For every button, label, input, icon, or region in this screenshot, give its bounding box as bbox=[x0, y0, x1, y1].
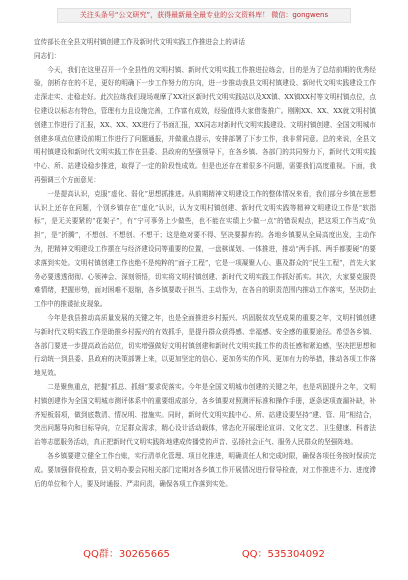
salutation: 同志们： bbox=[34, 51, 61, 60]
body-paragraph: 今天，我们在这里召开一个全县性的文明村镇、新时代文明实践工作推进拉练会，目的是为了总结前期的优秀经验，剖析存在的不足，更好的明确下一步工作努力的方向，进一步推动我县文明村镇建设、新时代文明实践建设工作走深走实、走稳走好。此次拉练我们现场观摩了XX社区新时代文明实践站以及XX镇、XX镇XX村等文明村镇点位，点位建设以标志有特色，管理有力且设施完善，工作富有成效，经验值得大家借鉴推广。刚刚XX、XX、XX就文明村镇创建工作进行了汇报，XX、XX、XX进行了书面汇报，XX同志对新时代文明实践建设、文明村镇创建、全国文明城市创建多项点位建设前期工作进行了问题通报，并做重点提示，安排部署了下步工作，我非常同意。总的来说，全县文明村镇建设和新时代文明实践工作在县委、县政府的坚强领导下，在各乡镇、各部门的共同努力下，新时代文明实践中心、所、站建设稳步推进，取得了一定的阶段性成效。但是也还存在着很多不问题，需要我们高度重视。下面，我再强调三个方面意见： bbox=[34, 65, 376, 184]
document-body bbox=[34, 36, 376, 536]
body-paragraph: 一是提高认识，克服“虚化、弱化”思想抓推进。从前期精神文明建设工作的整体情况来看，我们部分乡镇在思想认识上还存在问题，个别乡镇存在“虚化”认识，认为文明村镇创建、新时代文明实践等精神文明建设工作是“软指标”，是无关要紧的“花架子”，有“宁可事务上少做些，也不能在实绩上少做一点”的错误观点，把这项工作当成“负担”，是“折腾”，不想创、不想创、不想干；这是绝对要不得、坚决要摒弃的。各地乡镇要从全局高度出发，主动作为，把精神文明建设工作摆在与经济建设同等重要的位置，一盘棋谋划、一体推进，推动“两手抓、两手都要硬”的要求落到实处。文明村镇创建工作也绝不是纯粹的“面子工程”，它是一项凝聚人心、惠及群众的“民生工程”，首先大家务必要透透彻彻、心领神会、深刻领悟，切实将文明村镇创建、新时代文明实践工作抓好抓实。其次，大家要克服畏难情绪，把握形势，面对困难不退缩，各乡镇要敢于担当、主动作为，在各自的职责范围内推动工作落实，坚决防止工作中的推诿扯皮现象。 bbox=[34, 189, 376, 309]
banner-text: 关注头条号“公文研究”，获得最新最全最专业的公文资料库！ 微信：gongwens bbox=[57, 8, 351, 23]
footer-contacts bbox=[0, 540, 408, 564]
footer-qq-group: QQ群：30265665 bbox=[83, 548, 170, 560]
body-paragraph: 各乡镇要建立健全工作台账，实行清单化管理、项目化推进，明确责任人和完成时限，确保各项任务按时保质完成。要加强督促检查，县文明办要会同相关部门定期对各乡镇工作开展情况进行督导检查，对工作推进不力、进度滞后的单位和个人，要及时通报、严肃问责，确保各项工作落到实处。 bbox=[34, 451, 376, 488]
body-paragraph: 二是聚焦重点，把握“抓总、抓细”要求促落实。今年是全国文明城市创建的关键之年，也是巩固提升之年，文明村镇创建作为全国文明城市测评体系中的重要组成部分，各乡镇要对照测评标准和操作手册，逐条逐项查漏补缺，补齐短板弱项，做到底数清、情况明、措施实。同时，新时代文明实践中心、所、站建设要坚持“建、管、用”相结合，突出问题导向和目标导向，立足群众需求，精心设计活动载体，常态化开展理论宣讲、文化文艺、卫生健康、科普法治等志愿服务活动，真正把新时代文明实践阵地建成传播党的声音、弘扬社会正气、服务人民群众的坚强阵地。 bbox=[34, 382, 376, 447]
top-banner bbox=[0, 0, 408, 30]
footer-qq: QQ：535304092 bbox=[241, 548, 325, 560]
document-title: 宜传部长在全县文明村镇创建工作及新时代文明实践工作推进会上的讲话 bbox=[34, 38, 245, 46]
body-paragraph: 今年是我县推动高质量发展的关键之年，也是全面推进乡村振兴、巩固脱贫攻坚成果的重要之年，文明村镇创建与新时代文明实践工作是助推乡村振兴的有效抓手，是提升群众获得感、幸福感、安全感的重要途径。希望各乡镇、各部门要进一步提高政治站位，切实增强做好文明村镇创建和新时代文明实践工作的责任感和紧迫感，坚决把思想和行动统一到县委、县政府的决策部署上来，以更加坚定的信心、更加务实的作风、更加有力的举措，推动各项工作落地见效。 bbox=[34, 313, 376, 378]
